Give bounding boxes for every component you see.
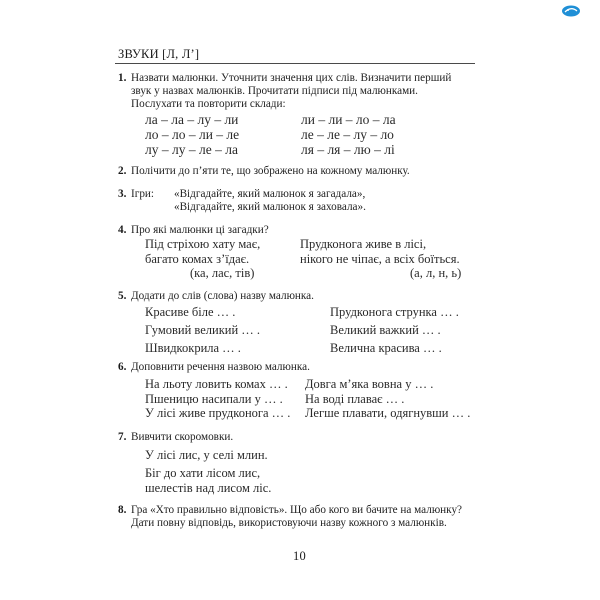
sentence-item: Довга м’яка вовна у … .: [305, 377, 434, 391]
task-label: Ігри:: [131, 188, 155, 200]
task-instruction: Назвати малюнки. Уточнити значення цих слів. Визначити перший: [131, 72, 452, 84]
task-instruction: Додати до слів (слова) назву малюнка.: [131, 290, 314, 302]
task-number: 1.: [118, 72, 127, 84]
riddle-hint: (а, л, н, ь): [410, 266, 462, 280]
tongue-twister-line: шелестів над лисом ліс.: [145, 481, 272, 495]
phrase-item: Велична красива … .: [330, 341, 442, 355]
game-title: «Відгадайте, який малюнок я загадала»,: [174, 188, 366, 200]
task-number: 8.: [118, 504, 127, 516]
task-number: 7.: [118, 431, 127, 443]
syllable-row: ли – ли – ло – ла: [301, 112, 396, 127]
task-instruction: Гра «Хто правильно відповість». Що або кого ви бачите на малюнку?: [131, 504, 463, 516]
task-instruction: Вивчити скоромовки.: [131, 431, 234, 443]
tongue-twister-line: У лісі лис, у селі млин.: [145, 448, 268, 462]
task-instruction: Полічити до п’яти те, що зображено на кожному малюнку.: [131, 165, 410, 177]
tongue-twister-line: Біг до хати лісом лис,: [145, 466, 261, 480]
page-title: ЗВУКИ [Л, Л’]: [118, 47, 200, 61]
sentence-item: На воді плаває … .: [305, 392, 405, 406]
syllable-row: ле – ле – лу – ло: [301, 127, 394, 142]
riddle-line: Прудконога живе в лісі,: [300, 237, 427, 251]
sentence-item: У лісі живе прудконога … .: [145, 406, 291, 420]
game-title: «Відгадайте, який малюнок я заховала».: [174, 201, 366, 213]
syllable-row: лу – лу – ле – ла: [145, 142, 238, 157]
syllable-row: ло – ло – ли – ле: [145, 127, 240, 142]
sentence-item: Легше плавати, одягнувши … .: [305, 406, 471, 420]
sentence-item: На льоту ловить комах … .: [145, 377, 288, 391]
task-instruction: звук у назвах малюнків. Прочитати підписи під малюнками.: [131, 85, 418, 97]
page-number: 10: [293, 549, 306, 563]
sentence-item: Пшеницю насипали у … .: [145, 392, 283, 406]
task-number: 6.: [118, 361, 127, 373]
task-number: 5.: [118, 290, 127, 302]
task-instruction: Дати повну відповідь, використовуючи назву кожного з малюнків.: [131, 517, 447, 529]
syllable-row: ла – ла – лу – ли: [145, 112, 239, 127]
publisher-logo-icon: [561, 4, 581, 18]
riddle-line: багато комах з’їдає.: [145, 252, 250, 266]
syllable-row: ля – ля – лю – лі: [301, 142, 395, 157]
header-rule: [115, 63, 475, 64]
task-number: 3.: [118, 188, 127, 200]
task-instruction: Послухати та повторити склади:: [131, 98, 286, 110]
phrase-item: Прудконога струнка … .: [330, 305, 459, 319]
task-instruction: Про які малюнки ці загадки?: [131, 224, 269, 236]
phrase-item: Великий важкий … .: [330, 323, 441, 337]
phrase-item: Швидкокрила … .: [145, 341, 241, 355]
task-instruction: Доповнити речення назвою малюнка.: [131, 361, 310, 373]
phrase-item: Гумовий великий … .: [145, 323, 261, 337]
riddle-hint: (ка, лас, тів): [190, 266, 255, 280]
riddle-line: Під стріхою хату має,: [145, 237, 261, 251]
phrase-item: Красиве біле … .: [145, 305, 236, 319]
task-number: 4.: [118, 224, 127, 236]
task-number: 2.: [118, 165, 127, 177]
riddle-line: нікого не чіпає, а всіх боїться.: [300, 252, 460, 266]
